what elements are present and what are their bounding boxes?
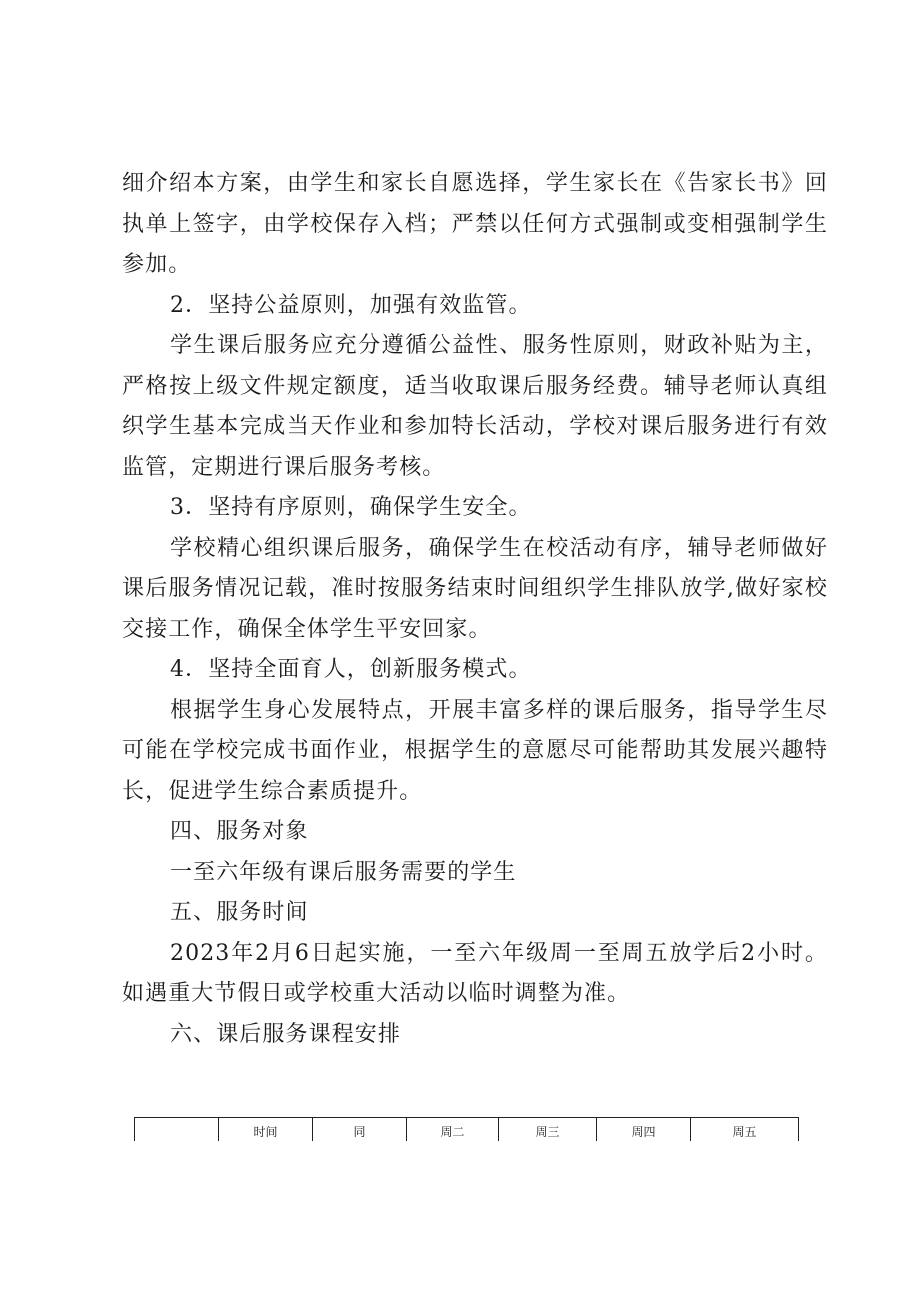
paragraph: 根据学生身心发展特点，开展丰富多样的课后服务，指导学生尽可能在学校完成书面作业，根据学生的意愿尽可能帮助其发展兴趣特长，促进学生综合素质提升。: [122, 697, 828, 804]
table-header-cell: 同: [313, 1118, 407, 1142]
section-heading-service-target: 四、服务对象: [170, 819, 309, 844]
section-heading-course-schedule: 六、课后服务课程安排: [170, 1021, 402, 1047]
table-header-row: [135, 1118, 799, 1142]
paragraph: 学生课后服务应充分遵循公益性、服务性原则，财政补贴为主，严格按上级文件规定额度，适当收取课后服务经费。辅导老师认真组织学生基本完成当天作业和参加特长活动，学校对课后服务进行有效监管，定期进行课后服务考核。: [122, 333, 828, 480]
table-header-cell: 周二: [407, 1118, 499, 1142]
principle-heading-4: 4．坚持全面育人，创新服务模式。: [170, 657, 532, 682]
table-header-cell: 周三: [499, 1118, 597, 1142]
section-heading-service-time: 五、服务时间: [170, 900, 309, 925]
table-header-cell: [135, 1118, 219, 1142]
table-header-cell: 时间: [219, 1118, 313, 1142]
paragraph: 一至六年级有课后服务需要的学生: [170, 859, 517, 885]
table-header-cell: 周五: [691, 1118, 799, 1142]
schedule-table: [134, 1117, 799, 1141]
paragraph: 细介绍本方案，由学生和家长自愿选择，学生家长在《告家长书》回执单上签字，由学校保存入档；严禁以任何方式强制或变相强制学生参加。: [122, 171, 828, 277]
paragraph: 学校精心组织课后服务，确保学生在校活动有序，辅导老师做好课后服务情况记载，准时按服务结束时间组织学生排队放学,做好家校交接工作，确保全体学生平安回家。: [122, 535, 828, 642]
principle-heading-3: 3．坚持有序原则，确保学生安全。: [170, 495, 532, 520]
document-body: [122, 164, 828, 1055]
table-header-cell: 周四: [597, 1118, 691, 1142]
paragraph: 2023年2月6日起实施，一至六年级周一至周五放学后2小时。如遇重大节假日或学校重大活动以临时调整为准。: [122, 940, 828, 1006]
principle-heading-2: 2．坚持公益原则，加强有效监管。: [170, 292, 532, 318]
